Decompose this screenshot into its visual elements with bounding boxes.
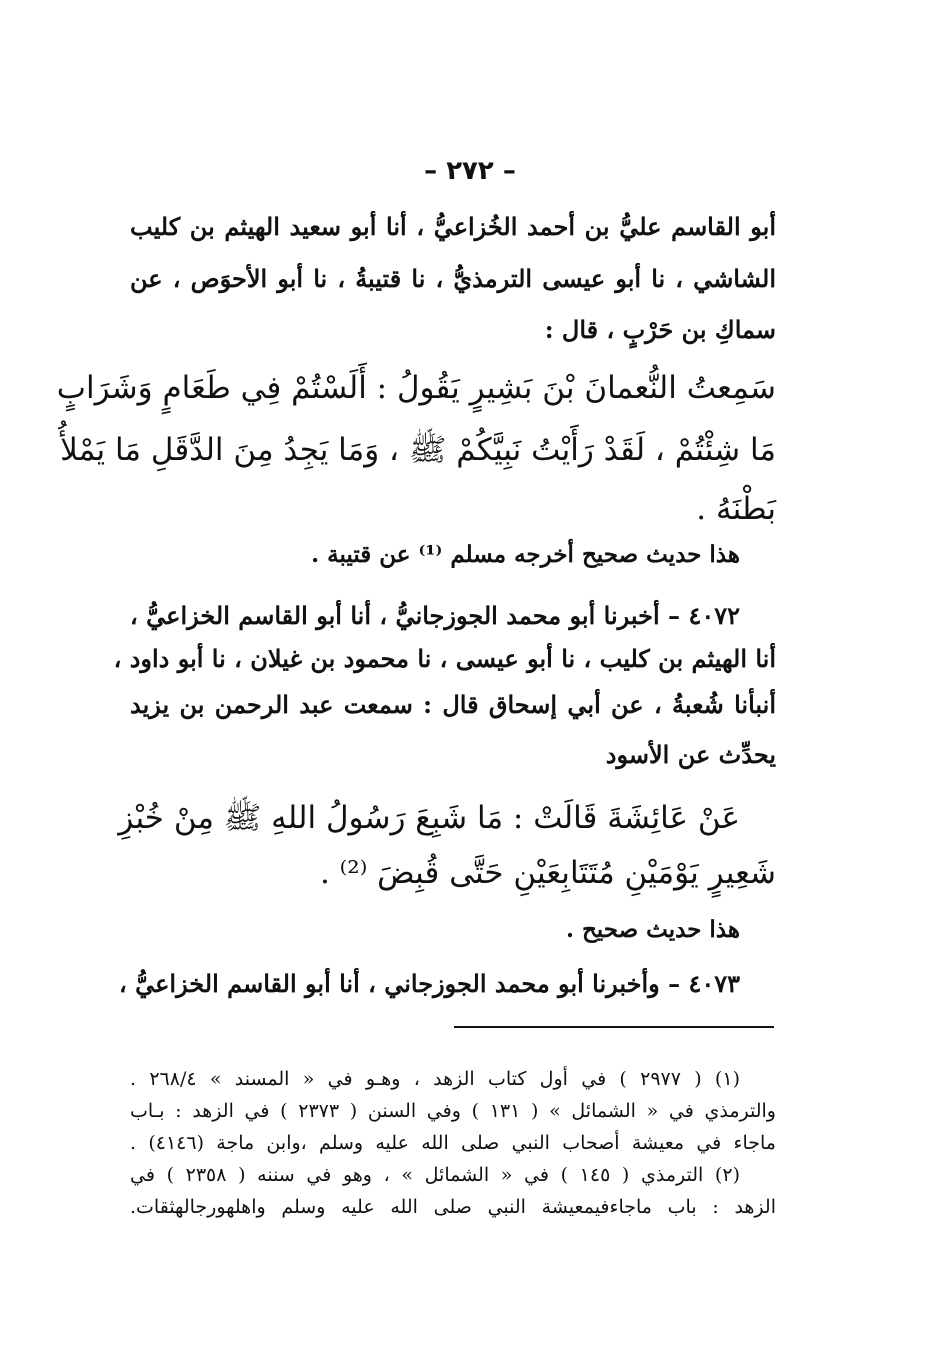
isnad-line: الشاشي ، نا أبو عيسى الترمذيُّ ، نا قتيبةُ ، نا أبو الأحوَص ، عن bbox=[130, 264, 776, 293]
isnad-line: أنبأنا شُعبةُ ، عن أبي إسحاق قال : سمعت عبد الرحمن بن يزيد bbox=[130, 690, 776, 719]
isnad-line: ٤٠٧٢ – أخبرنا أبو محمد الجوزجانيُّ ، أنا أبو القاسم الخزاعيُّ ، bbox=[130, 601, 740, 630]
footnote-line: (٢) الترمذي ( ١٤٥ ) في « الشمائل » ، وهو في سننه ( ٢٣٥٨ ) في bbox=[130, 1164, 740, 1186]
footnote-line: (١) ( ٢٩٧٧ ) في أول كتاب الزهد ، وهـو في « المسند » ٢٦٨/٤ . bbox=[130, 1068, 740, 1090]
isnad-line: ٤٠٧٣ – وأخبرنا أبو محمد الجوزجاني ، أنا أبو القاسم الخزاعيُّ ، bbox=[118, 969, 740, 998]
hadith-text-line: شَعِيرٍ يَوْمَيْنِ مُتَتَابِعَيْنِ حَتَّى قُبِضَ ⁽²⁾ . bbox=[319, 855, 776, 891]
hadith-grade: هذا حديث صحيح أخرجه مسلم ⁽¹⁾ عن قتيبة . bbox=[311, 541, 740, 568]
hadith-text-line: سَمِعتُ النُّعمانَ بْنَ بَشِيرٍ يَقُولُ : أَلَسْتُمْ فِي طَعَامٍ وَشَرَابٍ bbox=[56, 370, 776, 406]
page-number: – ٢٧٢ – bbox=[424, 156, 516, 186]
hadith-grade: هذا حديث صحيح . bbox=[565, 916, 740, 943]
footnote-line: الزهد : باب ماجاءفيمعيشة النبي صلى الله عليه وسلم واهلهورجالهثقات. bbox=[130, 1196, 776, 1218]
footnote-divider bbox=[454, 1026, 774, 1028]
hadith-text-line: عَنْ عَائِشَةَ قَالَتْ : مَا شَبِعَ رَسُولُ اللهِ ﷺ مِنْ خُبْزِ bbox=[118, 800, 740, 836]
isnad-line: سماكِ بن حَرْبٍ ، قال : bbox=[544, 315, 776, 344]
footnote-line: ماجاء في معيشة أصحاب النبي صلى الله عليه وسلم ،وابن ماجة (٤١٤٦) . bbox=[130, 1132, 776, 1154]
hadith-text-line: مَا شِئْتُمْ ، لَقَدْ رَأَيْتُ نَبِيَّكُمْ ﷺ ، وَمَا يَجِدُ مِنَ الدَّقَلِ مَا يَمْلأُ bbox=[60, 432, 776, 468]
hadith-text-line: بَطْنَهُ . bbox=[696, 491, 776, 527]
isnad-line: يحدِّث عن الأسود bbox=[605, 740, 776, 769]
isnad-line: أبو القاسم عليُّ بن أحمد الخُزاعيُّ ، أنا أبو سعيد الهيثم بن كليب bbox=[130, 212, 776, 241]
isnad-line: أنا الهيثم بن كليب ، نا أبو عيسى ، نا محمود بن غيلان ، نا أبو داود ، bbox=[113, 644, 776, 673]
footnote-line: والترمذي في « الشمائل » ( ١٣١ ) وفي السنن ( ٢٣٧٣ ) في الزهد : بـاب bbox=[130, 1100, 776, 1122]
